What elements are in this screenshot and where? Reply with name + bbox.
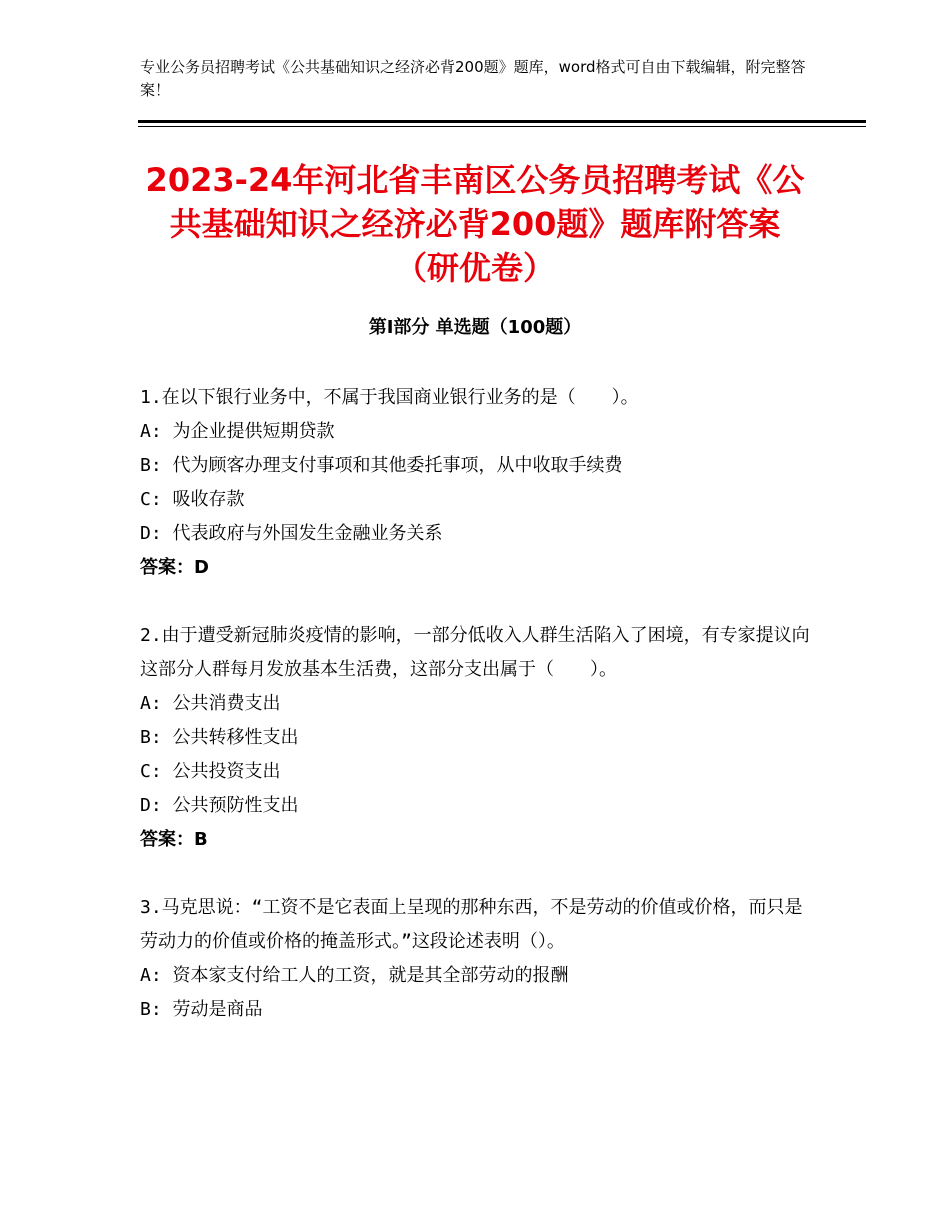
option-a: A: 资本家支付给工人的工资，就是其全部劳动的报酬 bbox=[140, 965, 569, 986]
option-b: B: 劳动是商品 bbox=[140, 999, 263, 1020]
option-d: D: 代表政府与外国发生金融业务关系 bbox=[140, 523, 443, 544]
question-stem: 3.马克思说：“工资不是它表面上呈现的那种东西，不是劳动的价值或价格，而只是劳动力的价值或价格的掩盖形式。”这段论述表明（）。 bbox=[140, 897, 803, 952]
document-title: 2023-24年河北省丰南区公务员招聘考试《公共基础知识之经济必背200题》题库附答案（研优卷） bbox=[145, 161, 805, 287]
option-d: D: 公共预防性支出 bbox=[140, 795, 299, 816]
header-rule-thin bbox=[138, 126, 866, 127]
answer: 答案：D bbox=[140, 557, 209, 578]
option-c: C: 公共投资支出 bbox=[140, 761, 281, 782]
header-rule-thick bbox=[138, 120, 866, 123]
option-b: B: 公共转移性支出 bbox=[140, 727, 299, 748]
section-title: 第Ⅰ部分 单选题（100题） bbox=[368, 317, 582, 338]
option-c: C: 吸收存款 bbox=[140, 489, 245, 510]
question-2 bbox=[140, 619, 810, 857]
question-3 bbox=[140, 891, 810, 1027]
question-list bbox=[140, 381, 810, 1061]
answer: 答案：B bbox=[140, 829, 208, 850]
option-a: A: 公共消费支出 bbox=[140, 693, 281, 714]
option-a: A: 为企业提供短期贷款 bbox=[140, 421, 335, 442]
question-stem: 2.由于遭受新冠肺炎疫情的影响，一部分低收入人群生活陷入了困境，有专家提议向这部分人群每月发放基本生活费，这部分支出属于（ ）。 bbox=[140, 625, 810, 680]
header-note: 专业公务员招聘考试《公共基础知识之经济必背200题》题库，word格式可自由下载编辑，附完整答案！ bbox=[140, 58, 806, 99]
option-b: B: 代为顾客办理支付事项和其他委托事项，从中收取手续费 bbox=[140, 455, 623, 476]
question-stem: 1.在以下银行业务中，不属于我国商业银行业务的是（ ）。 bbox=[140, 387, 639, 408]
question-1 bbox=[140, 381, 810, 585]
